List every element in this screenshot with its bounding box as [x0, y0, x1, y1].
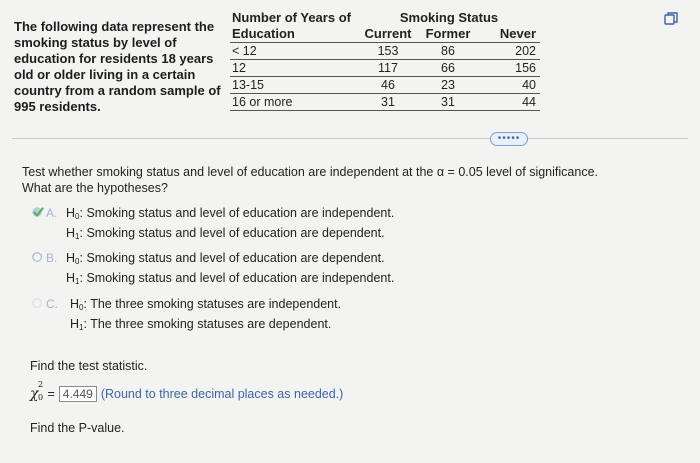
cell-never: 44	[478, 94, 540, 111]
h-colon: :	[79, 206, 83, 220]
question-text	[22, 164, 682, 196]
column-header-current: Current	[358, 26, 418, 43]
table-row	[230, 94, 540, 111]
null-hypothesis: Smoking status and level of education are independent.	[86, 206, 395, 220]
education-header-line2: Education	[230, 26, 358, 43]
h-label: H	[66, 251, 76, 265]
alt-hypothesis: The three smoking statuses are dependent.	[90, 317, 332, 331]
h-label: H	[66, 226, 76, 240]
h-colon: :	[83, 297, 87, 311]
education-header-line1: Number of Years of	[232, 10, 351, 25]
h-label: H	[66, 271, 76, 285]
column-header-never: Never	[478, 26, 540, 43]
alt-hypothesis: Smoking status and level of education are dependent.	[86, 226, 385, 240]
cell-current: 31	[358, 94, 418, 111]
h-sub: 1	[79, 323, 84, 332]
cell-current: 153	[358, 43, 418, 60]
p-value-prompt: Find the P-value.	[30, 421, 125, 435]
test-statistic-prompt: Find the test statistic.	[30, 359, 148, 373]
h-label: H	[70, 297, 80, 311]
test-statistic-line	[30, 380, 344, 402]
option-letter: C.	[46, 297, 58, 311]
alt-hypothesis: Smoking status and level of education are independent.	[86, 271, 395, 285]
question-line2: What are the hypotheses?	[22, 181, 168, 195]
section-divider	[12, 138, 688, 139]
chi-sup: 2	[38, 380, 44, 389]
h-colon: :	[79, 226, 83, 240]
h-label: H	[70, 317, 80, 331]
row-education: 13-15	[230, 77, 358, 94]
h-colon: :	[79, 251, 83, 265]
h-colon: :	[79, 271, 83, 285]
chi-square-symbol	[30, 380, 44, 402]
cell-former: 86	[418, 43, 478, 60]
data-table	[230, 10, 540, 111]
option-letter: A.	[46, 206, 58, 220]
rounding-hint: (Round to three decimal places as needed.)	[100, 387, 344, 401]
h-label: H	[66, 206, 76, 220]
h-sub: 0	[75, 212, 80, 221]
table-row	[230, 43, 540, 60]
option-letter: B.	[46, 251, 58, 265]
expand-more-button[interactable]: •••••	[490, 132, 528, 146]
h-sub: 1	[75, 232, 80, 241]
null-hypothesis: Smoking status and level of education are dependent.	[86, 251, 385, 265]
h-sub: 0	[79, 303, 84, 312]
h-colon: :	[83, 317, 87, 331]
problem-intro: The following data represent the smoking status by level of education for residents 18 years old or older living in a certain country from a random sample of 995 residents.	[14, 19, 221, 114]
test-statistic-answer[interactable]: 4.449	[59, 386, 97, 402]
check-icon	[32, 206, 44, 218]
cell-never: 40	[478, 77, 540, 94]
cell-never: 156	[478, 60, 540, 77]
table-row	[230, 60, 540, 77]
smoking-status-header: Smoking Status	[399, 10, 499, 25]
row-education: < 12	[230, 43, 358, 60]
radio-icon[interactable]	[32, 251, 44, 263]
null-hypothesis: The three smoking statuses are independent.	[90, 297, 342, 311]
chi-letter: χ	[30, 386, 39, 402]
column-header-former: Former	[418, 26, 478, 43]
h-sub: 0	[75, 257, 80, 266]
chi-sub: 0	[38, 393, 44, 402]
copy-data-icon[interactable]	[664, 12, 678, 26]
h-sub: 1	[75, 277, 80, 286]
question-line1: Test whether smoking status and level of education are independent at the α = 0.05 level of significance.	[22, 165, 598, 179]
radio-icon[interactable]	[32, 297, 44, 309]
cell-former: 31	[418, 94, 478, 111]
cell-current: 117	[358, 60, 418, 77]
row-education: 16 or more	[230, 94, 358, 111]
equals-sign: =	[47, 387, 55, 401]
cell-current: 46	[358, 77, 418, 94]
cell-former: 66	[418, 60, 478, 77]
row-education: 12	[230, 60, 358, 77]
cell-former: 23	[418, 77, 478, 94]
table-row	[230, 77, 540, 94]
cell-never: 202	[478, 43, 540, 60]
